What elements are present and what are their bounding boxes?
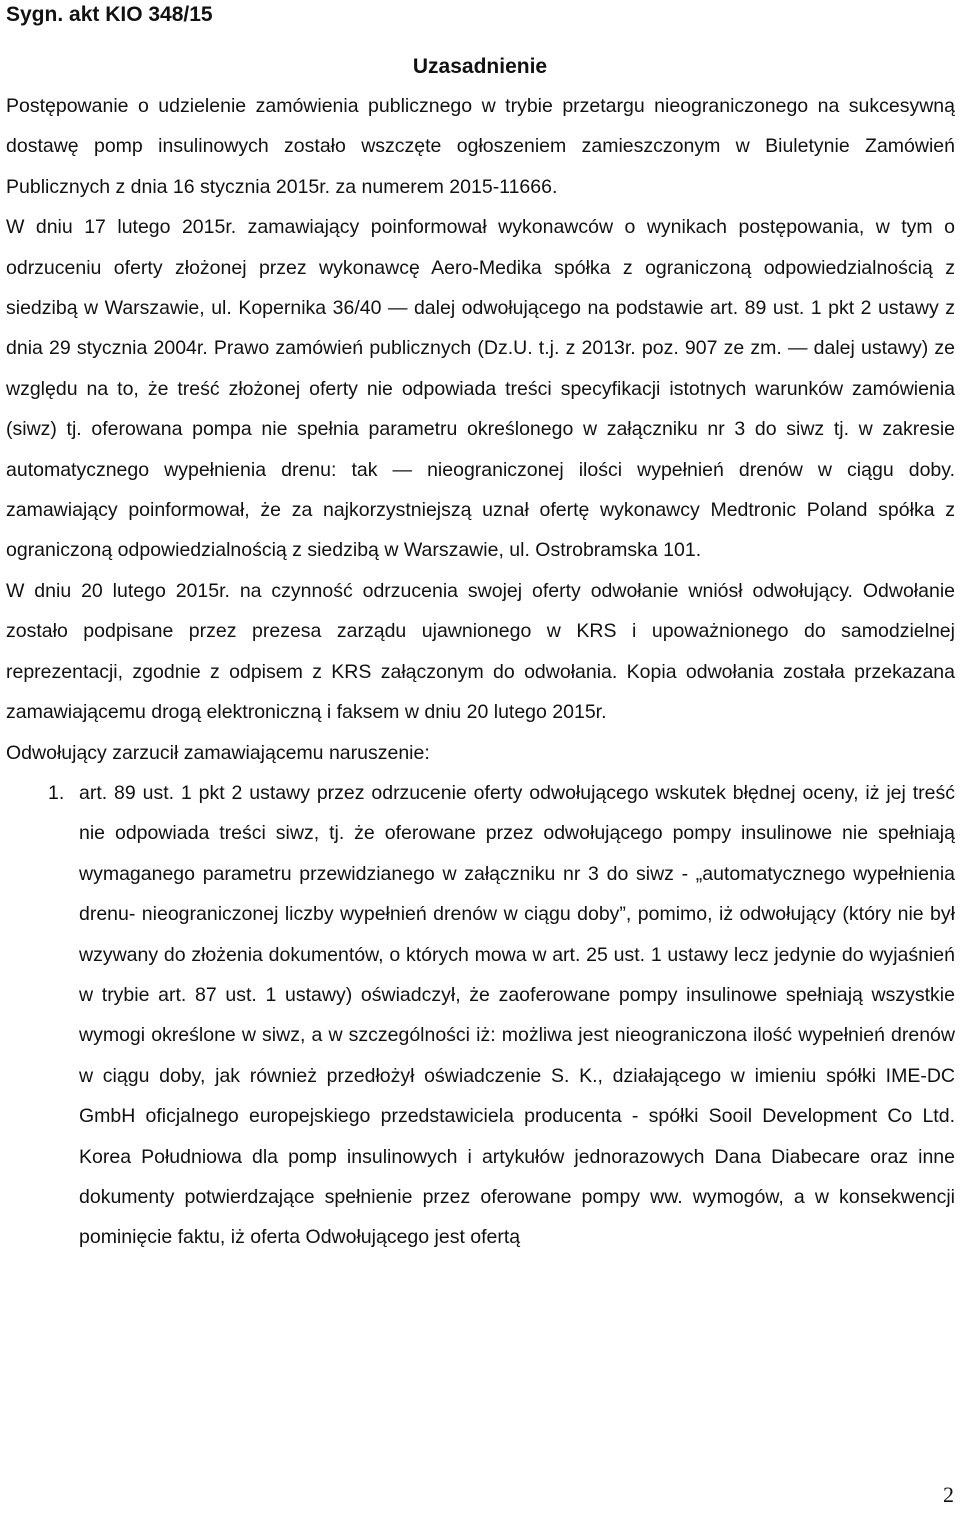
case-reference: Sygn. akt KIO 348/15: [6, 3, 213, 26]
paragraph-appeal: W dniu 20 lutego 2015r. na czynność odrzucenia swojej oferty odwołanie wniósł odwołujący. Odwołanie zostało podpisane przez prezesa zarządu ujawnionego w KRS i upoważnionego do samodzielnej reprezentacji, zgodnie z odpisem z KRS załączonym do odwołania. Kopia odwołania została przekazana zamawiającemu drogą elektroniczną i faksem w dniu 20 lutego 2015r.: [6, 579, 955, 724]
paragraph-allegations-intro: Odwołujący zarzucił zamawiającemu naruszenie:: [6, 741, 430, 764]
list-item-number: 1.: [48, 781, 65, 804]
list-item: [48, 773, 955, 1258]
list-item-text: art. 89 ust. 1 pkt 2 ustawy przez odrzucenie oferty odwołującego wskutek błędnej oceny, iż jej treść nie odpowiada treści siwz, tj. że oferowane przez odwołującego pompy insulinowe nie spełniają wymaganego parametru przewidzianego w załączniku nr 3 do siwz - „automatycznego wypełnienia drenu- nieograniczonej liczby wypełnień drenów w ciągu doby”, pomimo, iż odwołujący (który nie był wzywany do złożenia dokumentów, o których mowa w art. 25 ust. 1 ustawy lecz jedynie do wyjaśnień w trybie art. 87 ust. 1 ustawy) oświadczył, że zaoferowane pompy insulinowe spełniają wszystkie wymogi określone w siwz, a w szczególności iż: możliwa jest nieograniczona ilość wypełnień drenów w ciągu doby, jak również przedłożył oświadczenie S. K., działającego w imieniu spółki IME-DC GmbH oficjalnego europejskiego przedstawiciela producenta - spółki Sooil Development Co Ltd. Korea Południowa dla pomp insulinowych i artykułów jednorazowych Dana Diabecare oraz inne dokumenty potwierdzające spełnienie przez oferowane pompy ww. wymogów, a w konsekwencji pominięcie faktu, iż oferta Odwołującego jest ofertą: [79, 781, 955, 1249]
paragraph-proceedings: Postępowanie o udzielenie zamówienia publicznego w trybie przetargu nieograniczonego na sukcesywną dostawę pomp insulinowych zostało wszczęte ogłoszeniem zamieszczonym w Biuletynie Zamówień Publicznych z dnia 16 stycznia 2015r. za numerem 2015-11666.: [6, 95, 955, 198]
document-body: [6, 86, 955, 1258]
allegations-list: [6, 773, 955, 1258]
section-title: Uzasadnienie: [412, 55, 548, 78]
paragraph-rejection-notice: W dniu 17 lutego 2015r. zamawiający poinformował wykonawców o wynikach postępowania, w tym o odrzuceniu oferty złożonej przez wykonawcę Aero-Medika spółka z ograniczoną odpowiedzialnością z siedzibą w Warszawie, ul. Kopernika 36/40 — dalej odwołującego na podstawie art. 89 ust. 1 pkt 2 ustawy z dnia 29 stycznia 2004r. Prawo zamówień publicznych (Dz.U. t.j. z 2013r. poz. 907 ze zm. — dalej ustawy) ze względu na to, że treść złożonej oferty nie odpowiada treści specyfikacji istotnych warunków zamówienia (siwz) tj. oferowana pompa nie spełnia parametru określonego w załączniku nr 3 do siwz tj. w zakresie automatycznego wypełnienia drenu: tak — nieograniczonej ilości wypełnień drenów w ciągu doby. zamawiający poinformował, że za najkorzystniejszą uznał ofertę wykonawcy Medtronic Poland spółka z ograniczoną odpowiedzialnością z siedzibą w Warszawie, ul. Ostrobramska 101.: [6, 216, 955, 562]
page-number: 2: [943, 1482, 954, 1507]
